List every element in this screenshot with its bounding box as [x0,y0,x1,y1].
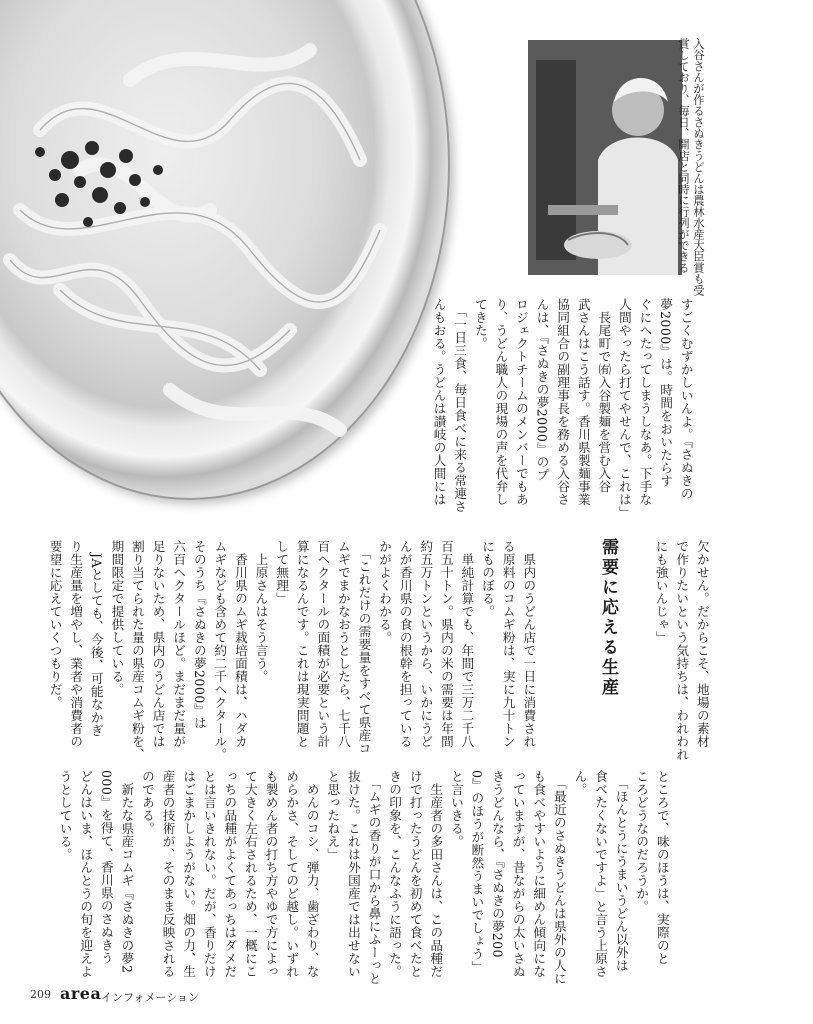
text-line: 「ほんとうにうまいうどん以外は [613,770,629,972]
text-line: 欠かせん。だからこそ、地場の素材 [694,540,710,748]
text-line: 要望に応えていくつもりだ。 [47,540,63,709]
text-line: て大きく左右されるため、一概にこ [242,770,258,978]
text-line: JAとしても、今後、可能なかぎ [88,540,104,737]
text-line: けで打ったうどんを初めて食べたと [407,770,423,978]
article-column-middle [44,540,538,761]
text-line: も製めん者の打ち方やゆで方によっ [263,770,279,978]
text-line: 0』のほうが断然うまいでしょう」 [469,770,485,974]
text-line: 県内のうどん店で一日に消費され [521,540,537,748]
text-line: にも強いんじゃ」 [653,540,669,644]
article-column-top [428,298,696,519]
text-line: 生産者の多田さんは、この品種だ [428,770,444,978]
text-line: 夢2000』は。時間をおいたらす [658,298,674,488]
text-line: 食べたくないですよ」と言う上原さ [593,770,609,978]
text-line: 六百ヘクタールほど。まだまだ量が [171,540,187,748]
text-line: して無理」 [274,540,290,605]
text-line: 新たな県産コムギ『さぬきの夢2 [119,770,135,974]
text-line: と言いきる。 [448,770,464,848]
text-line: んが香川県の食の根幹を担っている [397,540,413,748]
text-line: んは、『さぬきの夢2000』のプ [534,298,550,482]
magazine-logo: area [60,984,102,1003]
photo-caption: 入谷さんが作るさぬきうどんは農林水産大臣賞も受 賞しており、毎日、開店と同時に行列ができる [677,38,705,296]
text-line: 割り当てられた量の県産コムギ粉を、 [129,540,145,761]
text-line: ロジェクトチームのメンバーでもあ [513,298,529,506]
text-line: 長尾町で㈲入谷製麺を営む入谷 [596,298,612,493]
text-line: で作りたいという気持ちは、われわれ [674,540,690,761]
text-line: 人間やったら打てやせんで、これは」 [616,298,632,519]
text-line: にものぼる。 [480,540,496,618]
text-line: ぐにへたってしまうしなあ。下手な [637,298,653,506]
text-line: 百ヘクタールの面積が必要という計 [315,540,331,748]
text-line: 抜けた。これは外国産では出せない [345,770,361,978]
text-line: とは言いきれない。だが、香りだけ [201,770,217,978]
text-line: り、うどん職人の現場の声を代弁し [493,298,509,506]
text-line: 足りないため、県内のうどん店では [150,540,166,748]
text-line: 000』を得て、香川県のさぬきう [98,770,114,965]
text-line: めらかさ、そしてのど越し。いずれ [284,770,300,978]
text-line: 「一日三食、毎日食べに来る常連さ [452,298,468,513]
text-line: 算になるんです。これは現実問題と [294,540,310,748]
text-line: どんはいま、ほんとうの旬を迎えよ [78,770,94,978]
text-line: 「これだけの需要量をすべて県産コ [356,540,372,755]
text-line: 武さんはこう話す。香川県製麺事業 [575,298,591,506]
text-line: ムギなども含めて約二千ヘクタール。 [212,540,228,761]
text-line: ころどうなのだろうか。 [634,770,650,913]
text-line: ん。 [572,770,588,796]
section-heading: 需要に応える生産 [598,538,618,698]
text-line: る原料のコムギ粉は、実に九十トン [500,540,516,748]
text-line: 「ムギの香りが口から鼻にふーっと [366,770,382,985]
text-line: うとしている。 [57,770,73,861]
text-line: 期間限定で提供している。 [109,540,125,696]
text-line: すごくむずかしいんよ。『さぬきの [678,298,694,500]
text-line: 上原さんはそう言う。 [253,540,269,683]
text-line: てきた。 [472,298,488,350]
article-column-bottom [54,770,672,984]
text-line: っちの品種がよくてあっちはダメだ [222,770,238,978]
udon-bowl-photo [0,0,450,500]
text-line: っていますが、昔ながらの太いさぬ [510,770,526,978]
article-column-middle-intro [650,540,712,761]
text-line: かがよくわかる。 [377,540,393,644]
text-line: と思ったねえ」 [325,770,341,861]
text-line: 「最近のさぬきうどんは県外の人に [551,770,567,985]
text-line: り生産量を増やし、業者や消費者の [68,540,84,748]
text-line: ムギでまかなおうとしたら、七千八 [335,540,351,748]
text-line: きの印象を、こんなふうに語った。 [387,770,403,978]
chef-photo [528,40,682,275]
text-line: 百五十トン。県内の米の需要は年間 [438,540,454,748]
text-line: はごまかしようがない。畑の力、生 [181,770,197,978]
page-number: 209 [30,988,51,1001]
text-line: のである。 [139,770,155,835]
text-line: 香川県のムギ栽培面積は、ハダカ [232,540,248,748]
text-line: めんのコシ、弾力、歯ざわり、な [304,770,320,978]
text-line: 産者の技術が、そのまま反映される [160,770,176,978]
text-line: 単純計算でも、年間で三万二千八 [459,540,475,748]
text-line: んもおる。うどんは讃岐の人間には [431,298,447,506]
text-line: きうどんなら、『さぬきの夢200 [490,770,506,958]
text-line: そのうち『さぬきの夢2000』は [191,540,207,730]
text-line: 協同組合の副理事長を務める入谷さ [555,298,571,506]
section-label: インフォメーション [101,991,200,1004]
text-line: 約五万トンというから、いかにうど [418,540,434,748]
text-line: ところで、味のほうは、実際のと [654,770,670,965]
text-line: も食べやすいように細めん傾向にな [531,770,547,978]
